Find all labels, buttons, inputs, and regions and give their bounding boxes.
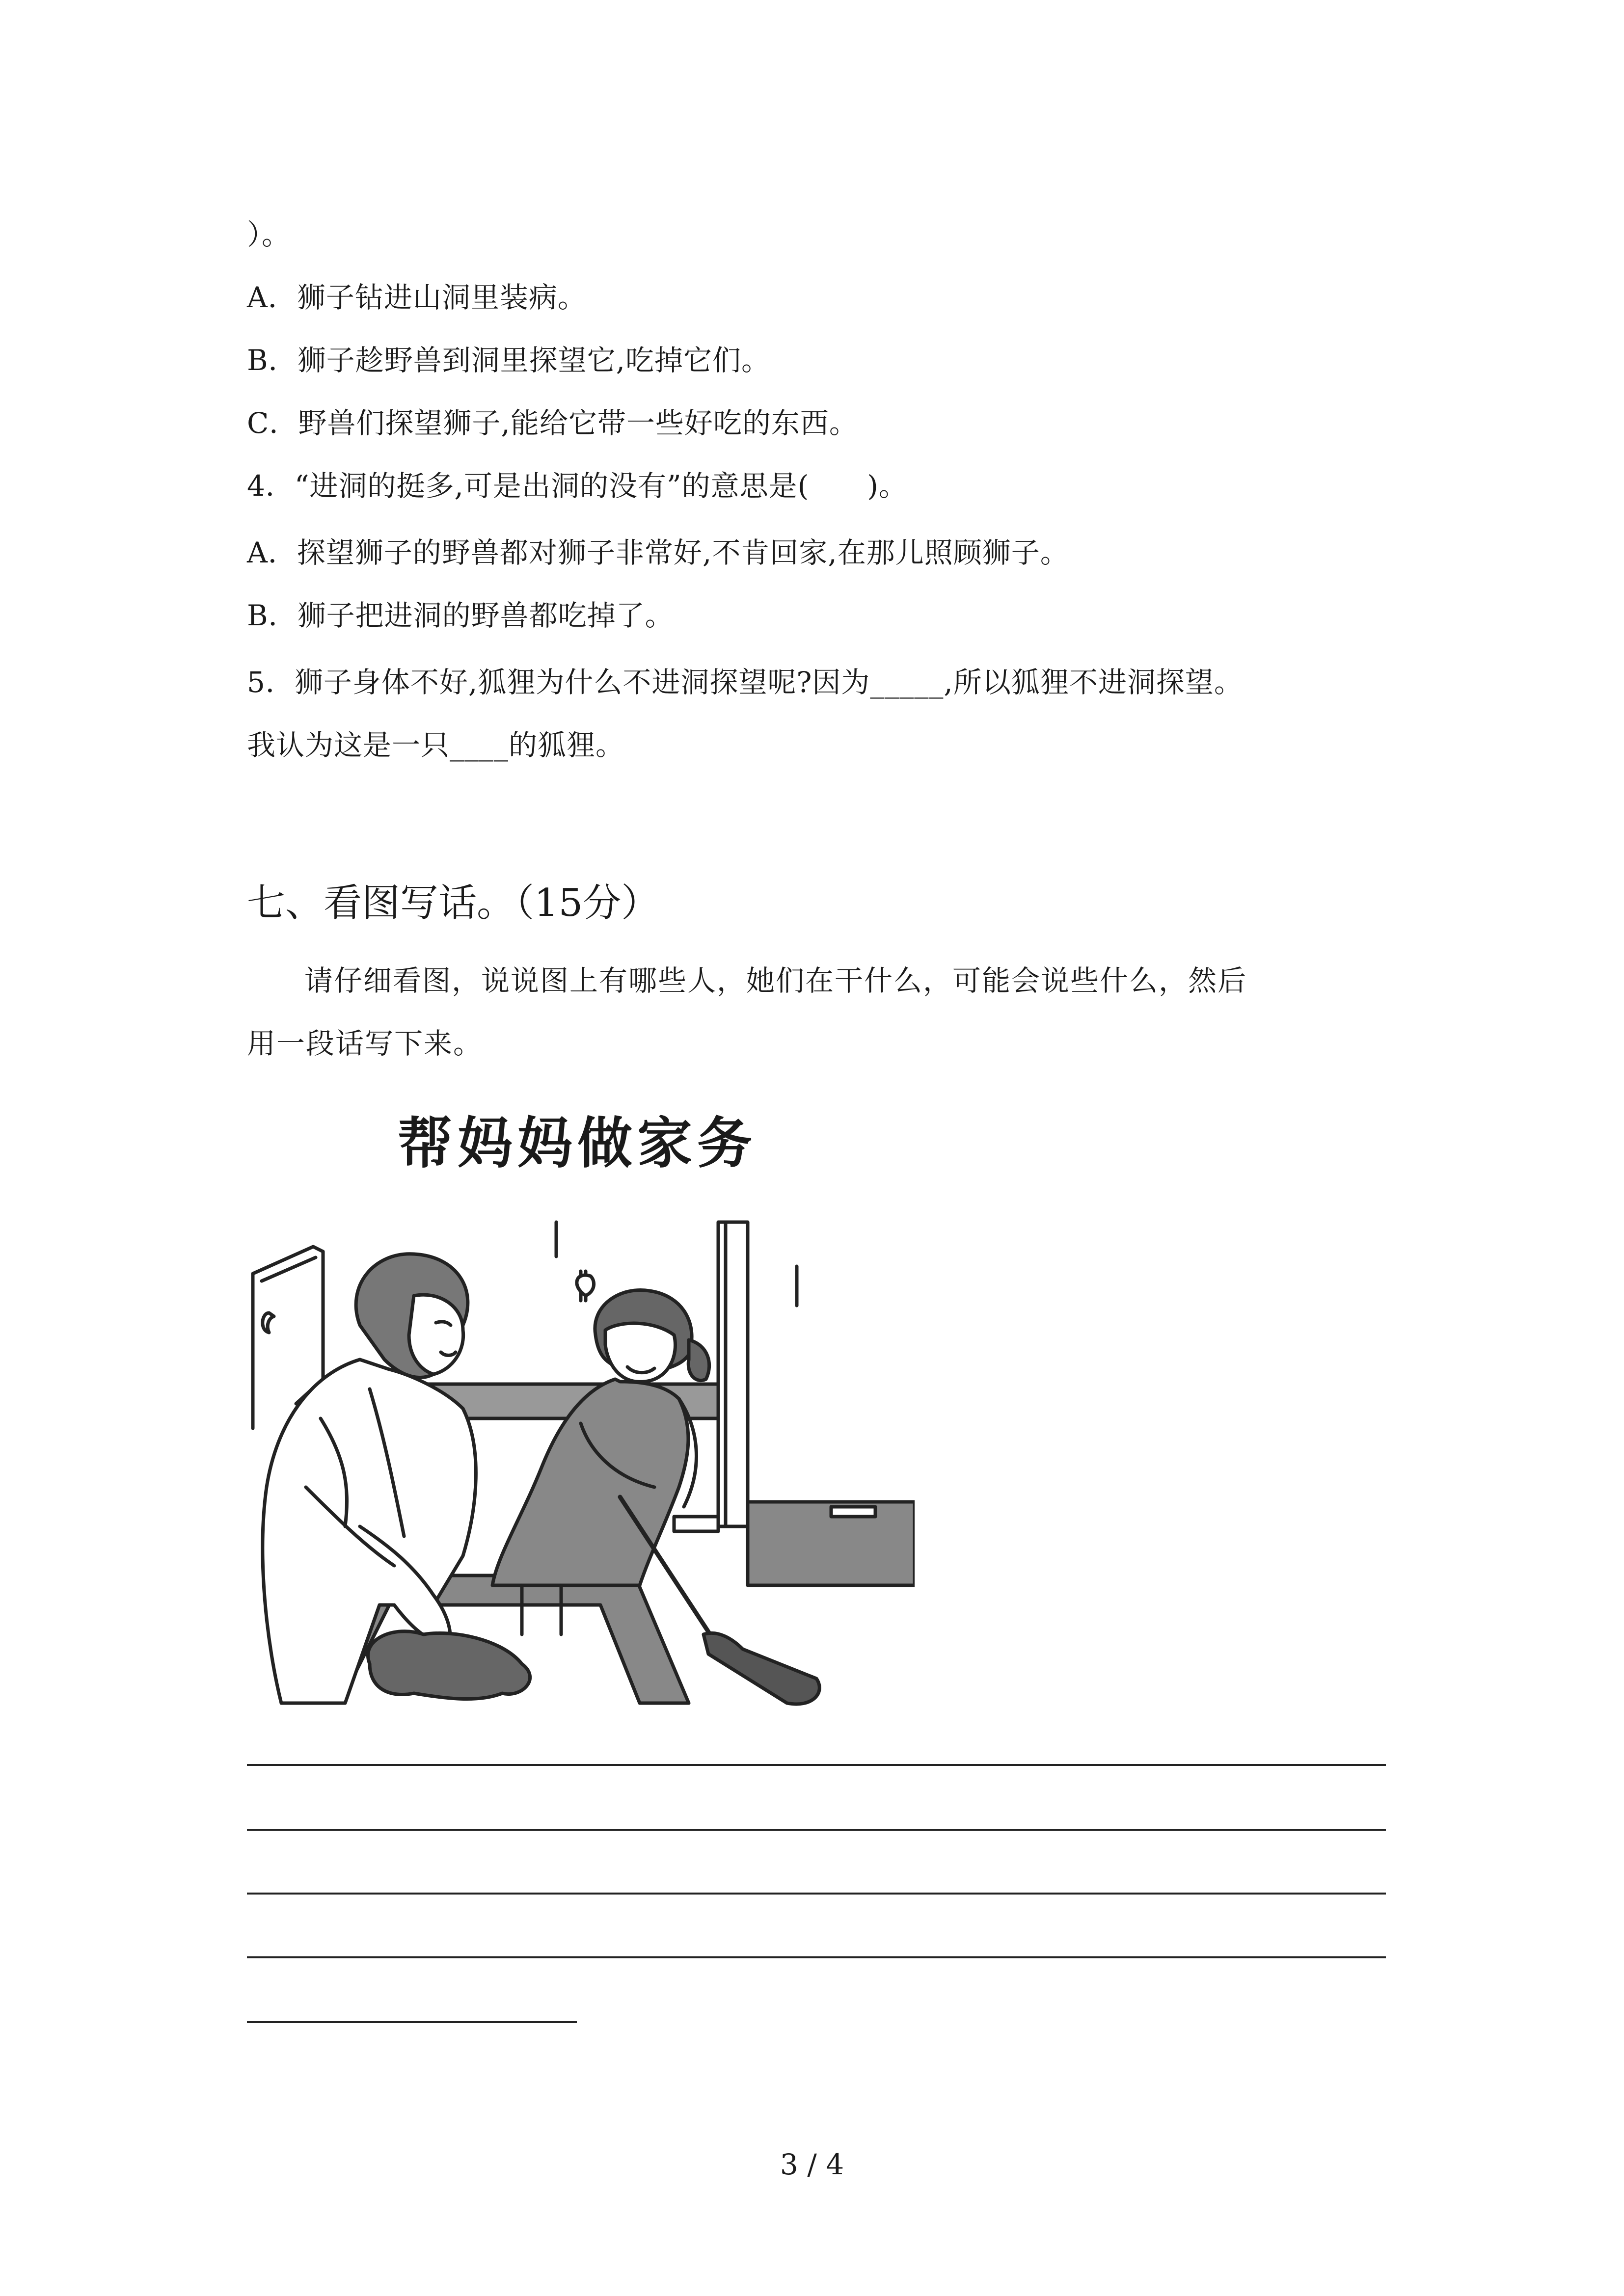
writing-line-3[interactable] [247,1893,1386,1895]
question-4-option-a: A．探望狮子的野兽都对狮子非常好,不肯回家,在那儿照顾狮子。 [247,536,1069,569]
question-5-continuation: 我认为这是一只____的狐狸。 [247,728,625,762]
writing-line-5[interactable] [247,2021,577,2023]
question-3-option-a: A．狮子钻进山洞里装病。 [247,281,587,314]
writing-line-1[interactable] [247,1764,1386,1766]
question-4-stem: 4．“进洞的挺多,可是出洞的没有”的意思是( )。 [247,469,908,503]
writing-line-2[interactable] [247,1829,1386,1831]
picture-title: 帮妈妈做家务 [398,1112,757,1175]
writing-line-4[interactable] [247,1956,1386,1958]
section-7-title: 七、看图写话。（15分） [247,881,660,925]
question-3-option-b: B．狮子趁野兽到洞里探望它,吃掉它们。 [247,344,771,377]
housework-illustration [247,1212,915,1723]
question-3-closing: ）。 [247,218,291,251]
page-number: 3 / 4 [780,2148,844,2181]
question-4-option-b: B．狮子把进洞的野兽都吃掉了。 [247,599,674,632]
section-7-instruction-line-1: 请仔细看图，说说图上有哪些人，她们在干什么，可能会说些什么，然后 [304,964,1247,997]
question-3-option-c: C．野兽们探望狮子,能给它带一些好吃的东西。 [247,406,858,440]
section-7-instruction-line-2: 用一段话写下来。 [247,1027,483,1060]
question-5-stem: 5．狮子身体不好,狐狸为什么不进洞探望呢?因为_____,所以狐狸不进洞探望。 [247,666,1243,699]
